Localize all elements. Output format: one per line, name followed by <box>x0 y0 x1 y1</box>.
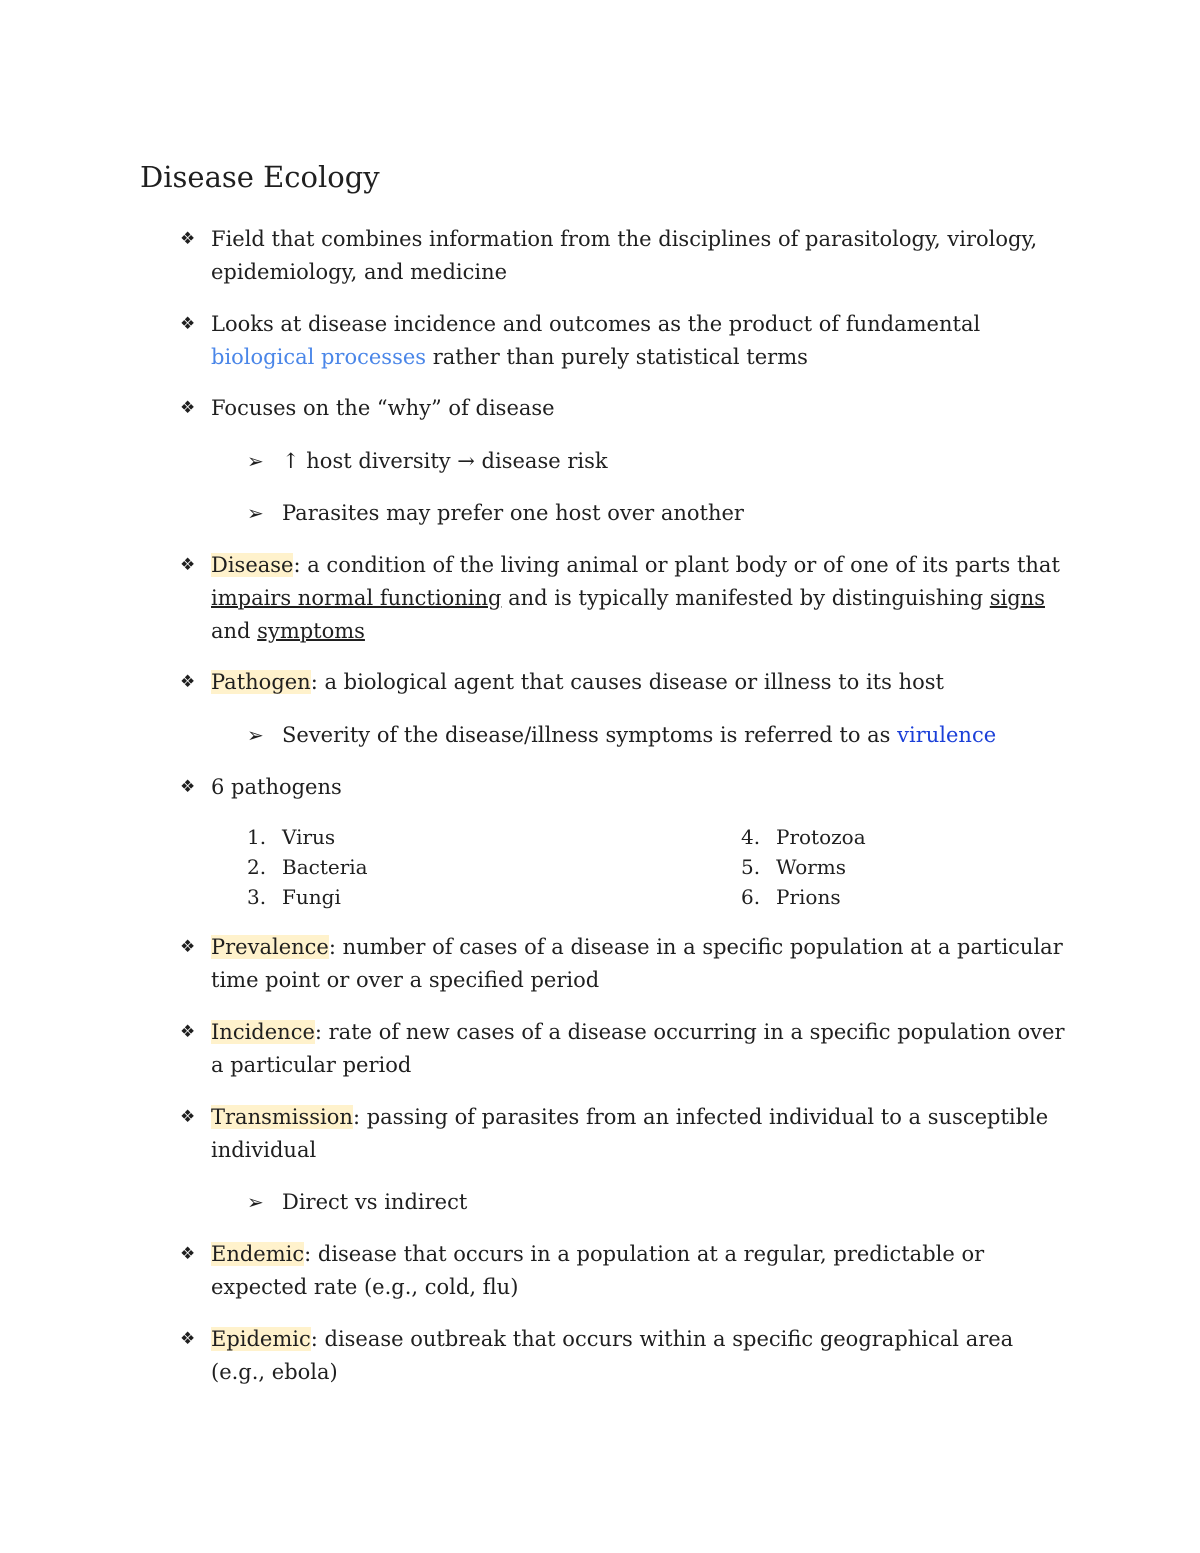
list-item-six-pathogens <box>180 771 1070 804</box>
pathogen-list-left <box>247 822 368 912</box>
sub-item-severity <box>247 719 1067 752</box>
term-transmission: Transmission <box>211 1105 353 1129</box>
page-title: Disease Ecology <box>140 160 380 194</box>
list-item-field <box>180 223 1070 289</box>
item-text: Disease: a condition of the living animal or plant body or of one of its parts that impairs normal functioning and is typically manifested by distinguishing signs and symptoms <box>211 553 1060 643</box>
sub-item-text: Severity of the disease/illness symptoms is referred to as virulence <box>282 723 997 747</box>
diamond-bullet-icon: ❖ <box>180 229 196 249</box>
item-text: Field that combines information from the disciplines of parasitology, virology, epidemiology, and medicine <box>211 227 1038 284</box>
arrow-bullet-icon: ➢ <box>247 501 264 525</box>
diamond-bullet-icon: ❖ <box>180 1022 196 1042</box>
list-item: 4. Protozoa <box>741 825 866 849</box>
diamond-bullet-icon: ❖ <box>180 672 196 692</box>
item-text: Endemic: disease that occurs in a population at a regular, predictable or expected rate (e.g., cold, flu) <box>211 1242 985 1299</box>
item-text: Prevalence: number of cases of a disease in a specific population at a particular time point or over a specified period <box>211 935 1063 992</box>
list-item-transmission <box>180 1101 1070 1167</box>
term-epidemic: Epidemic <box>211 1327 311 1351</box>
list-item-epidemic <box>180 1323 1070 1389</box>
term-disease: Disease <box>211 553 294 577</box>
list-item: 3. Fungi <box>247 885 341 909</box>
item-text: Transmission: passing of parasites from an infected individual to a susceptible individual <box>211 1105 1049 1162</box>
pathogen-list-right <box>741 822 866 912</box>
term-incidence: Incidence <box>211 1020 315 1044</box>
item-text: Pathogen: a biological agent that causes disease or illness to its host <box>211 670 944 694</box>
arrow-bullet-icon: ➢ <box>247 1190 264 1214</box>
term-prevalence: Prevalence <box>211 935 329 959</box>
list-item: 6. Prions <box>741 885 841 909</box>
list-item-focuses <box>180 392 1070 425</box>
list-item-disease <box>180 549 1070 648</box>
biological-processes-link[interactable]: biological processes <box>211 345 427 369</box>
virulence-link[interactable]: virulence <box>897 723 997 747</box>
sub-item-text: ↑ host diversity → disease risk <box>282 449 608 473</box>
diamond-bullet-icon: ❖ <box>180 1107 196 1127</box>
item-text: Incidence: rate of new cases of a disease occurring in a specific population over a particular period <box>211 1020 1065 1077</box>
list-item-pathogen <box>180 666 1070 699</box>
item-text: 6 pathogens <box>211 775 342 799</box>
diamond-bullet-icon: ❖ <box>180 555 196 575</box>
item-text: Epidemic: disease outbreak that occurs within a specific geographical area (e.g., ebola) <box>211 1327 1014 1384</box>
arrow-bullet-icon: ➢ <box>247 449 264 473</box>
sub-item-text: Parasites may prefer one host over another <box>282 501 744 525</box>
diamond-bullet-icon: ❖ <box>180 1244 196 1264</box>
item-text: Looks at disease incidence and outcomes as the product of fundamental biological processes rather than purely statistical terms <box>211 312 981 369</box>
list-item-prevalence <box>180 931 1070 997</box>
sub-item-parasites <box>247 497 1067 530</box>
list-item: 2. Bacteria <box>247 855 368 879</box>
diamond-bullet-icon: ❖ <box>180 937 196 957</box>
list-item: 5. Worms <box>741 855 847 879</box>
arrow-bullet-icon: ➢ <box>247 723 264 747</box>
term-endemic: Endemic <box>211 1242 305 1266</box>
list-item-incidence <box>180 1016 1070 1082</box>
list-item-looks <box>180 308 1070 374</box>
list-item-endemic <box>180 1238 1070 1304</box>
diamond-bullet-icon: ❖ <box>180 398 196 418</box>
item-text: Focuses on the “why” of disease <box>211 396 555 420</box>
diamond-bullet-icon: ❖ <box>180 777 196 797</box>
sub-item-host-diversity <box>247 445 1067 478</box>
sub-item-text: Direct vs indirect <box>282 1190 468 1214</box>
sub-item-direct <box>247 1186 1067 1219</box>
diamond-bullet-icon: ❖ <box>180 1329 196 1349</box>
list-item: 1. Virus <box>247 825 336 849</box>
diamond-bullet-icon: ❖ <box>180 314 196 334</box>
term-pathogen: Pathogen <box>211 670 311 694</box>
